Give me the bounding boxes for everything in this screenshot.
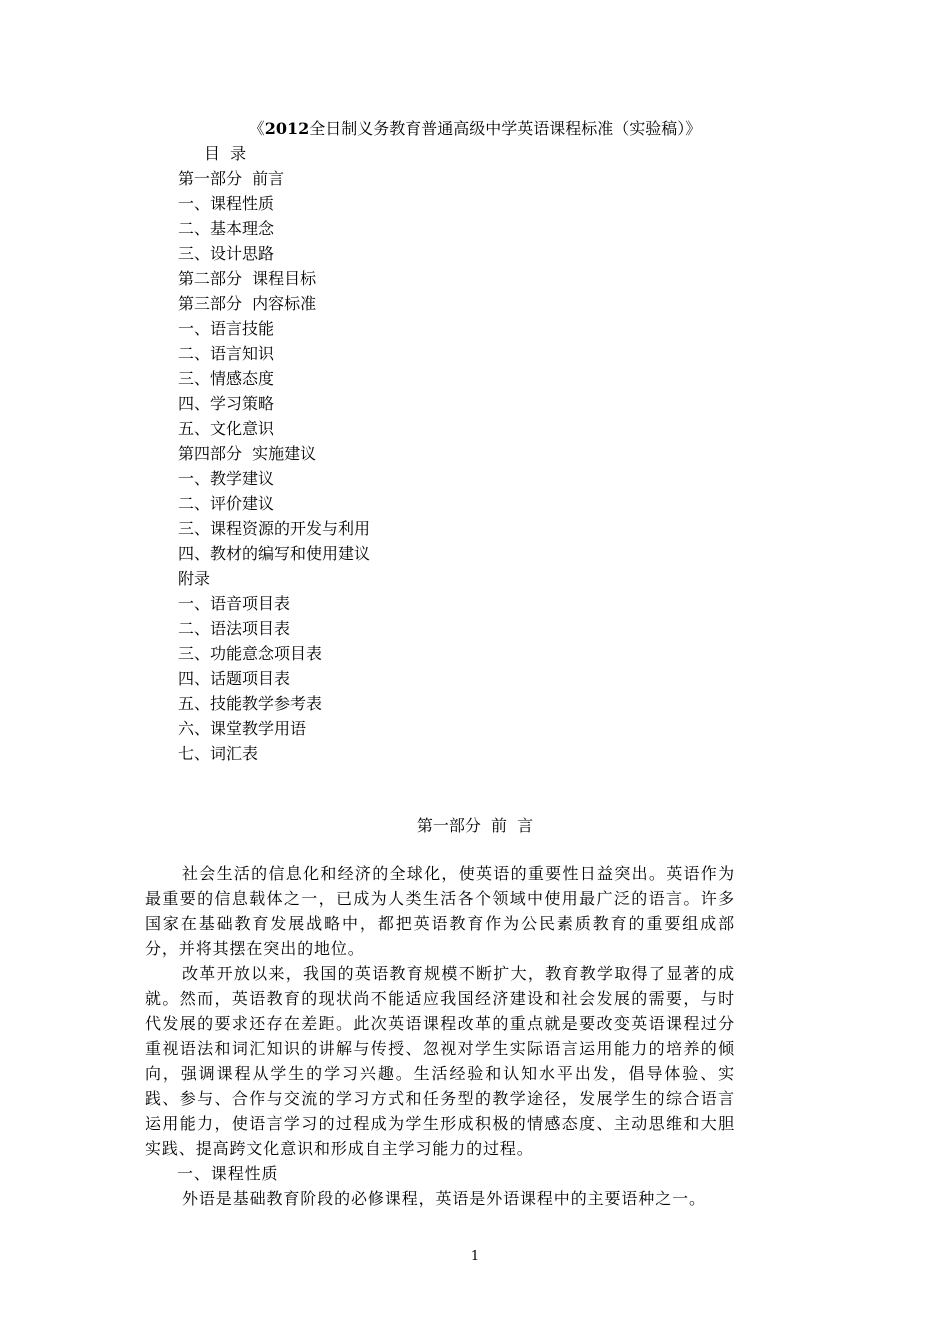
- toc-item[interactable]: 三、课程资源的开发与利用: [178, 519, 371, 538]
- toc-item[interactable]: 六、课堂教学用语: [178, 719, 307, 738]
- toc-heading: 目 录: [204, 144, 247, 163]
- toc-item[interactable]: 三、设计思路: [178, 244, 275, 263]
- toc-item[interactable]: 二、语法项目表: [178, 619, 291, 638]
- toc-item[interactable]: 四、话题项目表: [178, 669, 291, 688]
- toc-item[interactable]: 五、文化意识: [178, 419, 275, 438]
- document-title: [0, 117, 950, 141]
- toc-item[interactable]: 二、语言知识: [178, 344, 275, 363]
- toc-item[interactable]: 二、基本理念: [178, 219, 275, 238]
- section-body: [145, 861, 735, 1211]
- toc-item[interactable]: 第一部分 前言: [178, 169, 285, 188]
- toc-item[interactable]: 二、评价建议: [178, 494, 275, 513]
- body-paragraph: 外语是基础教育阶段的必修课程，英语是外语课程中的主要语种之一。: [182, 1189, 706, 1208]
- toc-item[interactable]: 一、语言技能: [178, 319, 275, 338]
- toc-item[interactable]: 七、词汇表: [178, 744, 259, 763]
- title-text: 全日制义务教育普通高级中学英语课程标准（实验稿）》: [309, 119, 702, 138]
- toc-list: [178, 166, 738, 766]
- toc-item[interactable]: 四、教材的编写和使用建议: [178, 544, 371, 563]
- page-number: 1: [470, 1249, 480, 1264]
- toc-item[interactable]: 一、语音项目表: [178, 594, 291, 613]
- toc-item[interactable]: 第四部分 实施建议: [178, 444, 317, 463]
- toc-item[interactable]: 四、学习策略: [178, 394, 275, 413]
- toc-item[interactable]: 三、情感态度: [178, 369, 275, 388]
- toc-item[interactable]: 一、教学建议: [178, 469, 275, 488]
- subsection-heading: 一、课程性质: [177, 1164, 279, 1183]
- title-year: 2012: [264, 119, 310, 138]
- toc-item[interactable]: 一、课程性质: [178, 194, 275, 213]
- table-of-contents: [178, 141, 738, 766]
- body-paragraph: 改革开放以来，我国的英语教育规模不断扩大，教育教学取得了显著的成就。然而，英语教育的现状尚不能适应我国经济建设和社会发展的需要，与时代发展的要求还存在差距。此次英语课程改革的重点就是要改变英语课程过分重视语法和词汇知识的讲解与传授、忽视对学生实际语言运用能力的培养的倾向，强调课程从学生的学习兴趣。生活经验和认知水平出发，倡导体验、实践、参与、合作与交流的学习方式和任务型的教学途径，发展学生的综合语言运用能力，使语言学习的过程成为学生形成积极的情感态度、主动思维和大胆实践、提高跨文化意识和形成自主学习能力的过程。: [145, 964, 735, 1158]
- toc-item[interactable]: 第三部分 内容标准: [178, 294, 317, 313]
- body-paragraph: 社会生活的信息化和经济的全球化，使英语的重要性日益突出。英语作为最重要的信息载体之一，已成为人类生活各个领域中使用最广泛的语言。许多国家在基础教育发展战略中，都把英语教育作为公民素质教育的重要组成部分，并将其摆在突出的地位。: [145, 864, 735, 958]
- toc-item[interactable]: 附录: [178, 569, 211, 588]
- toc-item[interactable]: 五、技能教学参考表: [178, 694, 323, 713]
- toc-item[interactable]: 三、功能意念项目表: [178, 644, 323, 663]
- toc-item[interactable]: 第二部分 课程目标: [178, 269, 317, 288]
- section-heading: 第一部分 前 言: [416, 816, 534, 835]
- title-open-bracket: 《: [248, 119, 265, 138]
